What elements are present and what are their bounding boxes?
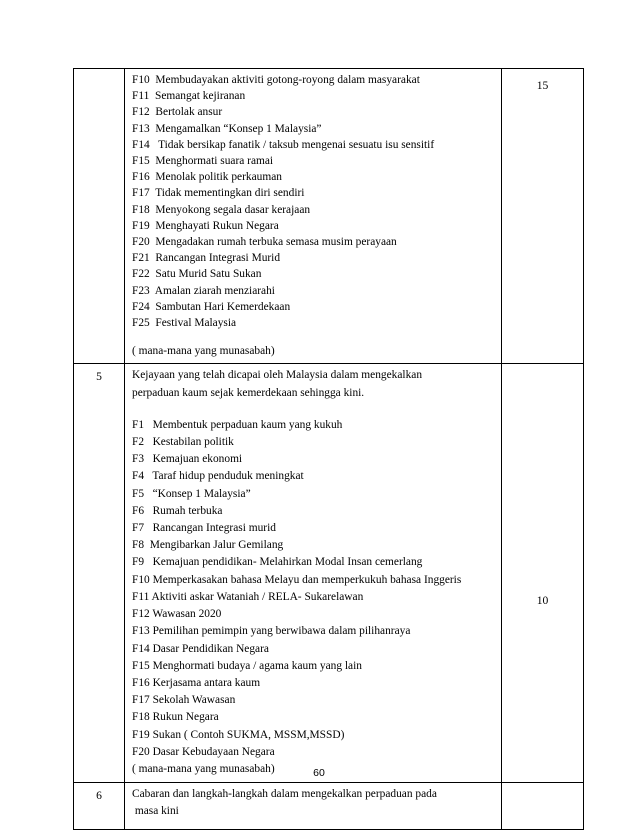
question-text-line: Kejayaan yang telah dicapai oleh Malaysia dalam mengekalkan — [132, 369, 423, 382]
answer-item: F13 Pemilihan pemimpin yang berwibawa dalam pilihanraya — [132, 625, 411, 638]
answer-item-list — [132, 417, 499, 761]
answer-item: F4 Taraf hidup penduduk meningkat — [132, 470, 304, 483]
note-text: ( mana-mana yang munasabah) — [132, 345, 275, 358]
answer-item: F23 Amalan ziarah menziarahi — [132, 284, 275, 297]
answer-item: F15 Menghormati suara ramai — [132, 155, 274, 168]
table-row — [74, 69, 584, 364]
table-row — [74, 783, 584, 830]
answer-item: F19 Sukan ( Contoh SUKMA, MSSM,MSSD) — [132, 728, 345, 741]
answer-item: F25 Festival Malaysia — [132, 317, 237, 330]
question-text-line: masa kini — [132, 805, 179, 818]
answer-item: F16 Menolak politik perkauman — [132, 171, 282, 184]
answer-item: F5 “Konsep 1 Malaysia” — [132, 487, 251, 500]
answer-item: F14 Tidak bersikap fanatik / taksub mengenai sesuatu isu sensitif — [132, 138, 435, 151]
answer-item: F21 Rancangan Integrasi Murid — [132, 252, 281, 265]
answer-item: F10 Memperkasakan bahasa Melayu dan memperkukuh bahasa Inggeris — [132, 573, 462, 586]
answer-item: F19 Menghayati Rukun Negara — [132, 219, 279, 232]
note-text: ( mana-mana yang munasabah) — [132, 762, 275, 775]
question-text-line: perpaduan kaum sejak kemerdekaan sehingga kini. — [132, 386, 365, 399]
answer-item: F11 Aktiviti askar Wataniah / RELA- Sukarelawan — [132, 590, 364, 603]
answer-scheme-table — [73, 68, 584, 830]
answer-content-cell — [125, 69, 502, 364]
answer-item: F18 Rukun Negara — [132, 711, 219, 724]
answer-content-cell — [125, 783, 502, 830]
answer-item: F1 Membentuk perpaduan kaum yang kukuh — [132, 418, 343, 431]
answer-item: F8 Mengibarkan Jalur Gemilang — [132, 539, 284, 552]
answer-item-list — [132, 72, 499, 331]
answer-item: F6 Rumah terbuka — [132, 504, 223, 517]
answer-item: F3 Kemajuan ekonomi — [132, 453, 243, 466]
answer-item: F2 Kestabilan politik — [132, 436, 234, 449]
answer-item: F22 Satu Murid Satu Sukan — [132, 268, 262, 281]
answer-item: F7 Rancangan Integrasi murid — [132, 522, 276, 535]
answer-item: F17 Sekolah Wawasan — [132, 694, 236, 707]
answer-item: F14 Dasar Pendidikan Negara — [132, 642, 269, 655]
answer-item: F18 Menyokong segala dasar kerajaan — [132, 203, 311, 216]
question-text-line: Cabaran dan langkah-langkah dalam mengekalkan perpaduan pada — [132, 788, 437, 801]
answer-item: F11 Semangat kejiranan — [132, 90, 246, 103]
question-number-cell — [74, 69, 125, 364]
answer-item: F16 Kerjasama antara kaum — [132, 676, 261, 689]
answer-item: F15 Menghormati budaya / agama kaum yang lain — [132, 659, 362, 672]
question-number-cell: 6 — [74, 783, 125, 830]
marks-cell: 10 — [502, 364, 584, 783]
answer-content-cell — [125, 364, 502, 783]
answer-item: F20 Mengadakan rumah terbuka semasa musim perayaan — [132, 236, 397, 249]
table-row — [74, 364, 584, 783]
answer-item: F13 Mengamalkan “Konsep 1 Malaysia” — [132, 122, 322, 135]
answer-item: F17 Tidak mementingkan diri sendiri — [132, 187, 305, 200]
answer-item: F20 Dasar Kebudayaan Negara — [132, 745, 275, 758]
answer-item: F24 Sambutan Hari Kemerdekaan — [132, 300, 291, 313]
answer-item: F12 Wawasan 2020 — [132, 608, 222, 621]
answer-item: F9 Kemajuan pendidikan- Melahirkan Modal Insan cemerlang — [132, 556, 423, 569]
page-number: 60 — [313, 767, 325, 779]
marks-cell — [502, 783, 584, 830]
question-number-cell: 5 — [74, 364, 125, 783]
answer-item: F12 Bertolak ansur — [132, 106, 223, 119]
answer-item: F10 Membudayakan aktiviti gotong-royong dalam masyarakat — [132, 74, 420, 86]
marks-cell: 15 — [502, 69, 584, 364]
